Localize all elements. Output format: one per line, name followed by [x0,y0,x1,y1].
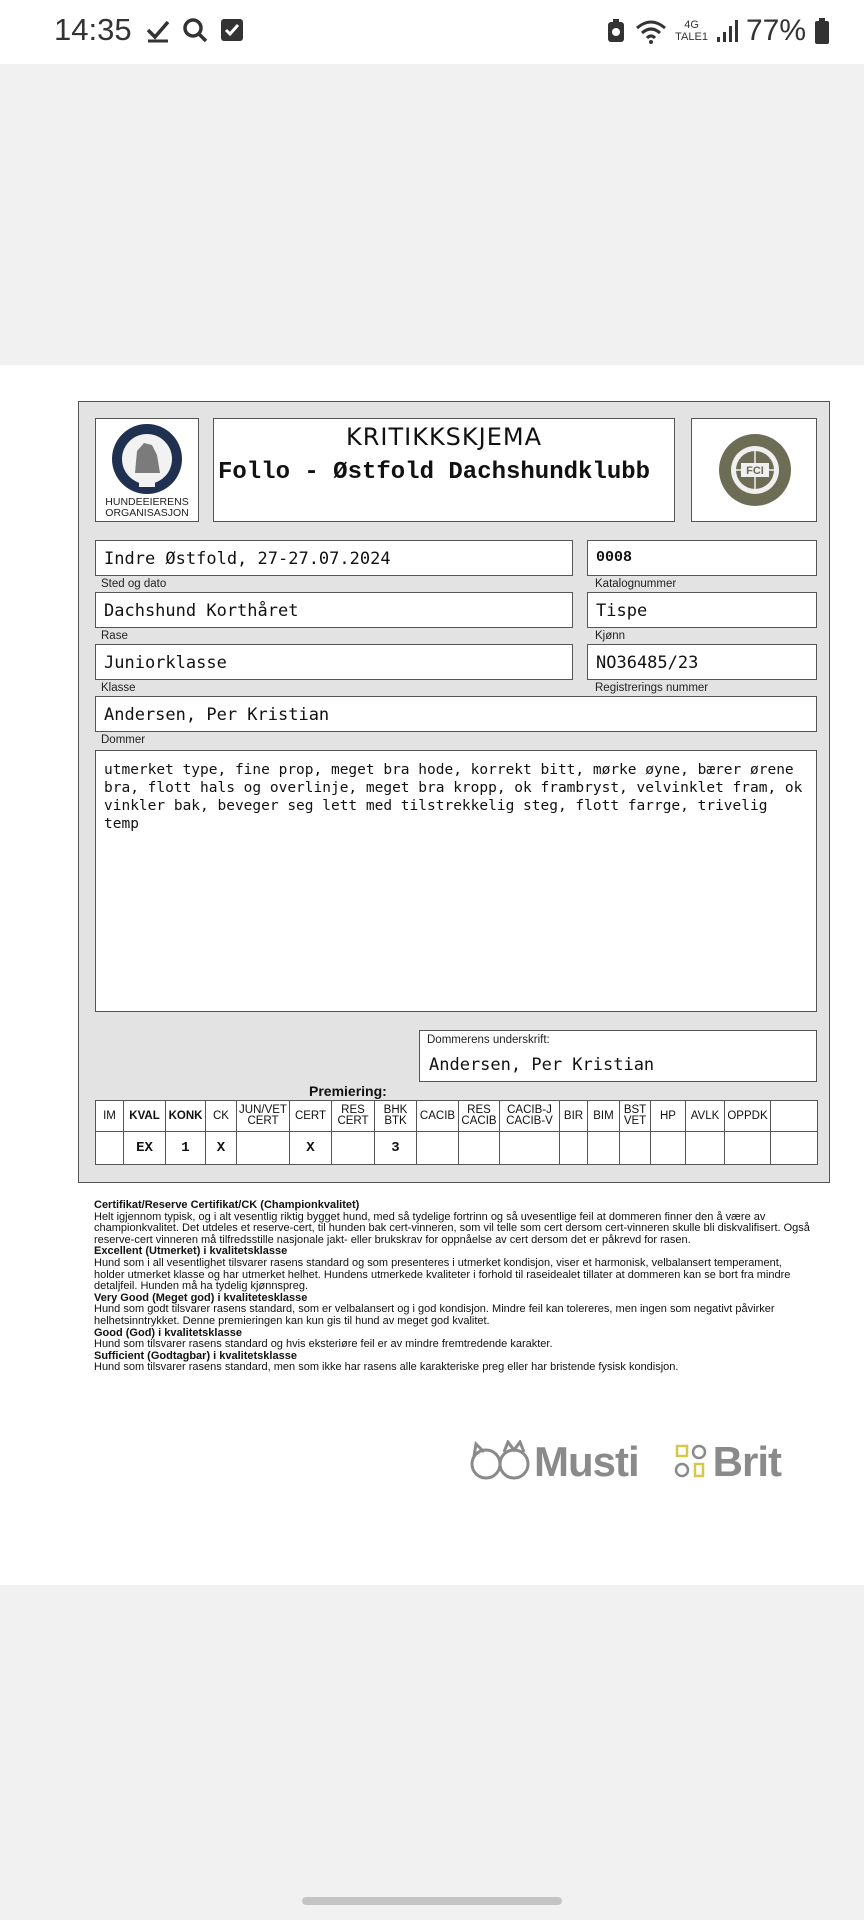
nkk-logo [95,418,199,522]
fci-emblem-icon [717,432,793,508]
catalog-number-label: Katalognummer [595,578,677,590]
value-kval: EX [124,1132,166,1165]
info-heading: Very Good (Meget god) i kvalitetesklasse [94,1291,308,1304]
place-date-field[interactable]: Indre Østfold, 27-27.07.2024 [95,540,573,576]
info-heading: Excellent (Utmerket) i kvalitetsklasse [94,1245,288,1258]
sex-label: Kjønn [595,630,626,642]
value-res-cacib [459,1132,500,1165]
header-hp: HP [651,1101,686,1132]
class-field[interactable]: Juniorklasse [95,644,573,680]
value-cacib [417,1132,459,1165]
dog-cat-icon [470,1440,530,1484]
value-hp [651,1132,686,1165]
signature-label: Dommerens underskrift: [427,1034,550,1046]
header-cert: CERT [290,1101,332,1132]
header-ck: CK [206,1101,237,1132]
info-text: Hund som tilsvarer rasens standard og hvis eksteriøre feil er av mindre fremtredende karakter. [94,1338,553,1351]
status-left-icons [145,16,245,44]
club-name: Follo - Østfold Dachshundklubb [217,459,651,486]
info-heading: Good (God) i kvalitetsklasse [94,1326,242,1339]
brit-emblem-icon [673,1442,709,1482]
fci-logo [691,418,817,522]
document-page[interactable] [0,365,864,1585]
breed-field[interactable]: Dachshund Korthåret [95,592,573,628]
network-label: 4G TALE1 [675,19,708,43]
value-im [96,1132,124,1165]
info-heading: Sufficient (Godtagbar) i kvalitetsklasse [94,1349,297,1362]
alarm-battery-icon [605,18,627,44]
sex-field[interactable]: Tispe [587,592,817,628]
header-res-cacib: RES CACIB [459,1101,500,1132]
header-jun-vet-cert: JUN/VET CERT [237,1101,290,1132]
header-res-cert: RES CERT [332,1101,375,1132]
premiering-label: Premiering: [309,1083,387,1099]
info-text: Hund som i all vesentlighet tilsvarer rasens standard og som presenteres i utmerket kondisjon, viser et harmonisk, velbalansert temperament, holder utmerket klasse og har utmerket helhet. Hundens utmerkede kvaliteter i forhold til raseidealet tillater at dommeren kan se bort fra mindre detaljfeil. Hunden må ha tydelig kjønnspreg. [94,1256,791,1293]
value-cert: X [290,1132,332,1165]
registration-label: Registrerings nummer [595,682,709,694]
info-heading: Certifikat/Reserve Certifikat/CK (Championkvalitet) [94,1199,360,1211]
value-bim [588,1132,620,1165]
signal-icon [716,19,738,43]
gesture-nav-handle[interactable] [302,1897,562,1905]
signature-box [419,1030,817,1082]
value-res-cert [332,1132,375,1165]
checkbox-icon [219,17,245,43]
header-konk: KONK [166,1101,206,1132]
header-cacib: CACIB [417,1101,459,1132]
registration-field[interactable]: NO36485/23 [587,644,817,680]
status-right-icons [605,14,830,48]
wifi-icon [635,18,667,44]
header-bhk-btk: BHK BTK [375,1101,417,1132]
nkk-logo-text: HUNDEEIERENS ORGANISASJON [105,496,189,519]
value-bir [560,1132,588,1165]
form-title: KRITIKKSKJEMA [345,423,543,451]
breed-label: Rase [101,630,128,642]
value-cacib-j-v [500,1132,560,1165]
brit-name: Brit [712,1438,781,1485]
value-jun-vet-cert [237,1132,290,1165]
place-date-label: Sted og dato [101,578,167,590]
header-oppdk: OPPDK [725,1101,771,1132]
judge-field[interactable]: Andersen, Per Kristian [95,696,817,732]
value-bhk-btk: 3 [375,1132,417,1165]
info-text: Helt igjennom typisk, og i alt vesentlig riktig bygget hund, med så tydelige fortrinn og så uvesentlige feil at dommeren finner den å være av championkvalitet. Det utdeles et reserve-cert, til hunden bak cert-vinneren, som vil telle som cert dersom cert-vinneren skulle bli diskvalifisert. Også reserve-cert vinneren må tilfredsstille nasjonale jakt- eller brukskrav for oppnåelse av cert dersom det er påkrevd for rasen. [94,1210,810,1246]
judge-label: Dommer [101,734,146,746]
value-ck: X [206,1132,237,1165]
check-icon [145,17,171,43]
header-bir: BIR [560,1101,588,1132]
brit-logo [673,1438,781,1486]
header-im: IM [96,1101,124,1132]
value-konk: 1 [166,1132,206,1165]
value-bst-vet [620,1132,651,1165]
critique-text[interactable]: utmerket type, fine prop, meget bra hode, korrekt bitt, mørke øyne, bærer ørene bra, flott hals og overlinje, meget bra kropp, ok frambryst, velvinklet fram, ok vinkler bak, beveger seg lett med tilstrekkelig steg, flott farrge, trivelig temp [95,750,817,1012]
signature-value: Andersen, Per Kristian [429,1055,655,1075]
premiering-table [95,1100,818,1165]
header-avlk: AVLK [686,1101,725,1132]
status-bar [0,0,864,64]
search-icon [181,16,209,44]
header-empty [771,1101,818,1132]
battery-percent: 77% [745,14,806,47]
value-oppdk [725,1132,771,1165]
class-label: Klasse [101,682,136,694]
fci-badge: FCI [746,465,764,477]
form-header [213,418,675,522]
musti-logo [470,1438,639,1486]
battery-icon [814,17,830,45]
musti-name: Musti [534,1438,639,1485]
status-time: 14:35 [54,12,132,47]
header-cacib-j-v: CACIB-J CACIB-V [500,1101,560,1132]
nkk-emblem-icon [97,421,197,501]
catalog-number-field[interactable]: 0008 [587,540,817,576]
critique-form [78,401,830,1183]
info-text: Hund som godt tilsvarer rasens standard, som er velbalansert og i god kondisjon. Mindre feil kan tolereres, men ingen som negativt påvirker helhetsinntrykket. Denne premieringen kan kun gis til hund av meget god kvalitet. [94,1303,775,1327]
info-text: Hund som tilsvarer rasens standard, men som ikke har rasens alle karakteriske preg eller har bristende fysisk kondisjon. [94,1361,679,1374]
value-avlk [686,1132,725,1165]
header-bst-vet: BST VET [620,1101,651,1132]
sponsor-logos [470,1438,781,1486]
value-empty [771,1132,818,1165]
grading-info [94,1200,814,1374]
header-bim: BIM [588,1101,620,1132]
header-kval: KVAL [124,1101,166,1132]
